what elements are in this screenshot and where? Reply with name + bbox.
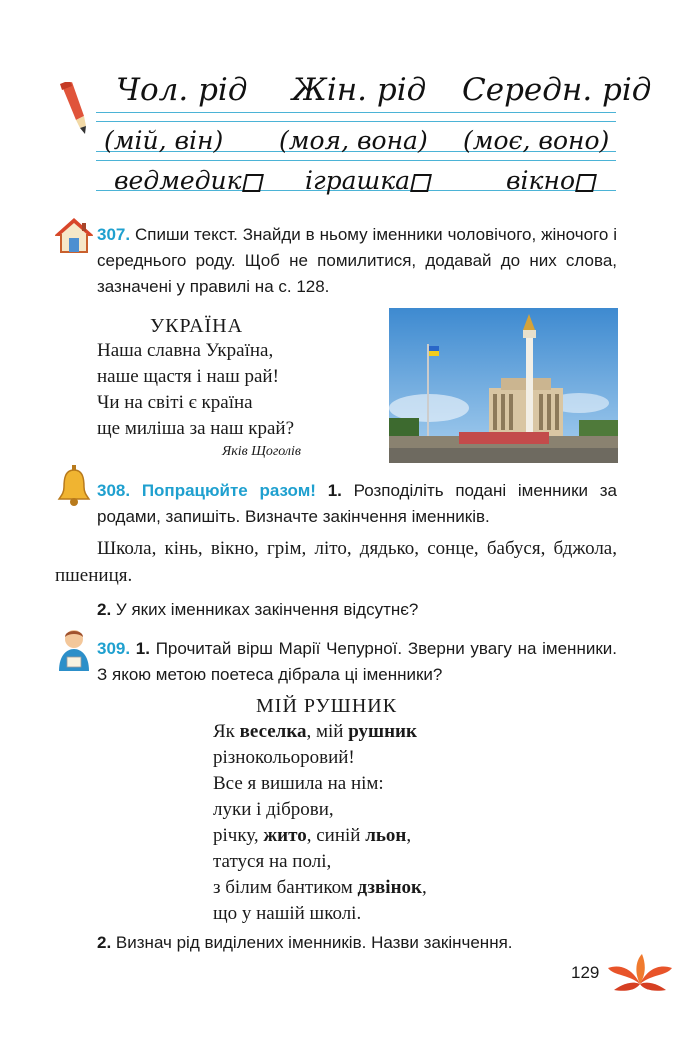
pen-icon <box>56 82 92 136</box>
poem-line: Чи на світі є країна <box>97 392 253 413</box>
pronoun-masculine: (мій, він) <box>104 126 224 155</box>
poem-title-ukraine: УКРАЇНА <box>150 315 244 337</box>
poem-line: річку, жито, синій льон, <box>213 825 412 846</box>
exercise-number: 309. <box>97 639 131 658</box>
poem-author: Яків Щоголів <box>222 444 302 459</box>
exercise-number: 307. <box>97 225 131 244</box>
pronoun-feminine: (моя, вона) <box>279 126 428 155</box>
gender-masculine-header: Чол. рід <box>116 72 248 108</box>
exercise-308-task2: 2. У яких іменниках закінчення відсутнє? <box>97 600 419 619</box>
poem-line: Все я вишила на нім: <box>213 773 384 794</box>
poem-line: різнокольоровий! <box>213 747 355 768</box>
poem-line: ще миліша за наш край? <box>97 418 295 439</box>
exercise-307-instruction: 307. Спиши текст. Знайди в ньому іменники чоловічого, жіночого і середнього роду. Щоб не помилитися, додавай до них слова, зазначені у правилі на с. 128. <box>97 225 617 296</box>
poem-line: наше щастя і наш рай! <box>97 366 279 387</box>
example-neuter: вікно <box>506 166 595 195</box>
exercise-308-instruction: 308. Попрацюйте разом! 1. Розподіліть подані іменники за родами, запишіть. Визначте закінчення іменників. <box>97 481 617 526</box>
example-masculine: ведмедик <box>114 166 262 195</box>
independence-square-photo <box>389 308 618 463</box>
ending-box-icon <box>242 174 264 192</box>
gender-feminine-header: Жін. рід <box>292 72 427 108</box>
ending-box-icon <box>575 174 597 192</box>
exercise-309-instruction: 309. 1. Прочитай вірш Марії Чепурної. Зверни увагу на іменники. З якою метою поетеса дібрала ці іменники? <box>97 639 617 684</box>
bell-icon <box>57 465 91 507</box>
noun-list: Школа, кінь, вікно, грім, літо, дядько, сонце, бабуся, бджола, пшениця. <box>55 538 617 586</box>
exercise-heading: Попрацюйте разом! <box>141 481 316 500</box>
poem-title-towel: МІЙ РУШНИК <box>256 695 398 717</box>
poem-line: луки і діброви, <box>213 799 334 820</box>
poem-line: з білим бантиком дзвінок, <box>213 877 427 898</box>
gender-neuter-header: Середн. рід <box>462 72 652 108</box>
page-number: 129 <box>571 963 600 982</box>
poem-line: Наша славна Україна, <box>97 340 274 361</box>
example-feminine: іграшка <box>305 166 430 195</box>
poem-line: татуся на полі, <box>213 851 332 872</box>
student-icon <box>57 627 91 671</box>
exercise-number: 308. <box>97 481 131 500</box>
ending-box-icon <box>410 174 432 192</box>
exercise-309-task2: 2. Визнач рід виділених іменників. Назви закінчення. <box>97 933 513 952</box>
pronoun-neuter: (моє, воно) <box>463 126 610 155</box>
poem-line: Як веселка, мій рушник <box>213 721 417 742</box>
poem-line: що у нашій школі. <box>213 903 362 924</box>
leaf-ornament-icon <box>608 954 672 992</box>
home-icon <box>55 218 93 254</box>
